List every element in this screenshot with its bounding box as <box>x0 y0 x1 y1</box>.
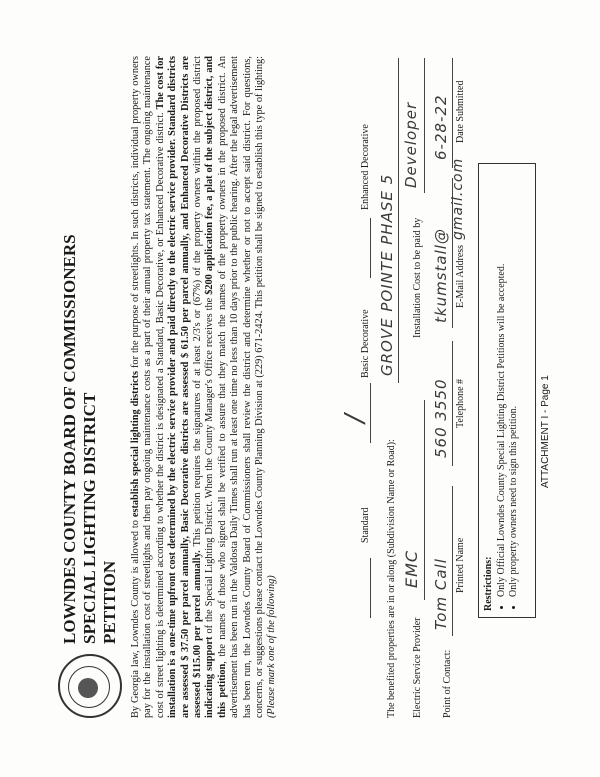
cost-value[interactable]: Developer <box>402 101 420 188</box>
title-line-2: SPECIAL LIGHTING DISTRICT <box>80 392 99 644</box>
contact-email-domain[interactable]: gmail.com <box>450 157 466 240</box>
enhanced-blank[interactable] <box>370 218 371 278</box>
option-basic: Basic Decorative <box>360 309 371 378</box>
petition-title <box>60 234 120 644</box>
provider-value[interactable]: EMC <box>402 549 421 588</box>
email-caption: E-Mail Address <box>455 244 466 308</box>
title-line-3: PETITION <box>100 560 119 644</box>
contact-phone[interactable]: 560 3550 <box>432 378 450 458</box>
option-standard: Standard <box>360 507 371 543</box>
standard-blank[interactable] <box>370 558 371 618</box>
telephone-caption: Telephone # <box>455 378 466 428</box>
restriction-item: • Only Official Lowndes County Special Lighting District Petitions will be accepted. <box>496 170 507 597</box>
contact-email[interactable]: tkumstall@ <box>432 228 450 323</box>
petition-body: By Georgia law, Lowndes County is allowed to establish special lighting districts for the purpose of streetlights. In such districts, individual property owners pay for the installation cost of streetlights and then pay ongoing maintenance costs as a part of their annual property tax statement. The ongoing maintenance cost of street lighting is determined according to whether the district is designated a Standard, Basic Decorative, or Enhanced Decorative district. The cost for installation is a one-time upfront cost determined by the electric service provider and paid directly to the electric service provider. Standard districts are assessed $ 37.50 per parcel annually, Basic Decorative districts are assessed $ 61.50 per parcel annually, and Enhanced Decorative Districts are assessed $115.00 per parcel annually. This petition requires the signatures of at least 2/3's or (67%) of the property owners within the proposed district indicating support of the Special Lighting District. When the County Manager's Office receives the $200 application fee, a plat of the subject district, and this petition, the names of those who signed shall be verified to assure that they match the names of the property owners in the proposed district. An advertisement has been run in the Valdosta Daily Times shall run at least one time no less than 10 days prior to the public hearing. After the legal advertisement has been run, the Lowndes County Board of Commissioners shall review the district and determine whether or not to accept said district. For questions, concerns, or suggestions please contact the Lowndes County Planning Division at (229) 671-2424. This petition shall be signed to establish this type of lighting: (Please mark one of the following) <box>130 55 278 718</box>
page-footer: ATTACHMENT I - Page 1 <box>540 375 551 488</box>
properties-label: The benefited properties are in or along (Subdivision Name or Road): <box>386 439 397 718</box>
contact-name[interactable]: Tom Call <box>432 558 450 630</box>
rotated-petition <box>48 48 553 728</box>
restriction-item: • Only property owners need to sign this petition. <box>508 170 519 597</box>
properties-value[interactable]: GROVE POINTE PHASE 5 <box>378 173 396 376</box>
restrictions-box <box>478 163 536 618</box>
provider-label: Electric Service Provider <box>412 617 423 718</box>
printed-name-caption: Printed Name <box>455 537 466 593</box>
basic-check-mark: / <box>340 413 370 423</box>
contact-label: Point of Contact: <box>442 649 453 718</box>
basic-blank[interactable] <box>370 383 371 443</box>
cost-label: Installation Cost to be paid by <box>412 217 423 338</box>
county-seal-icon <box>58 654 122 718</box>
title-line-1: LOWNDES COUNTY BOARD OF COMMISSIONERS <box>60 234 79 644</box>
date-caption: Date Submitted <box>455 80 466 143</box>
restrictions-title: Restrictions: <box>483 556 494 611</box>
contact-date[interactable]: 6-28-22 <box>432 94 450 160</box>
option-enhanced: Enhanced Decorative <box>360 124 371 210</box>
